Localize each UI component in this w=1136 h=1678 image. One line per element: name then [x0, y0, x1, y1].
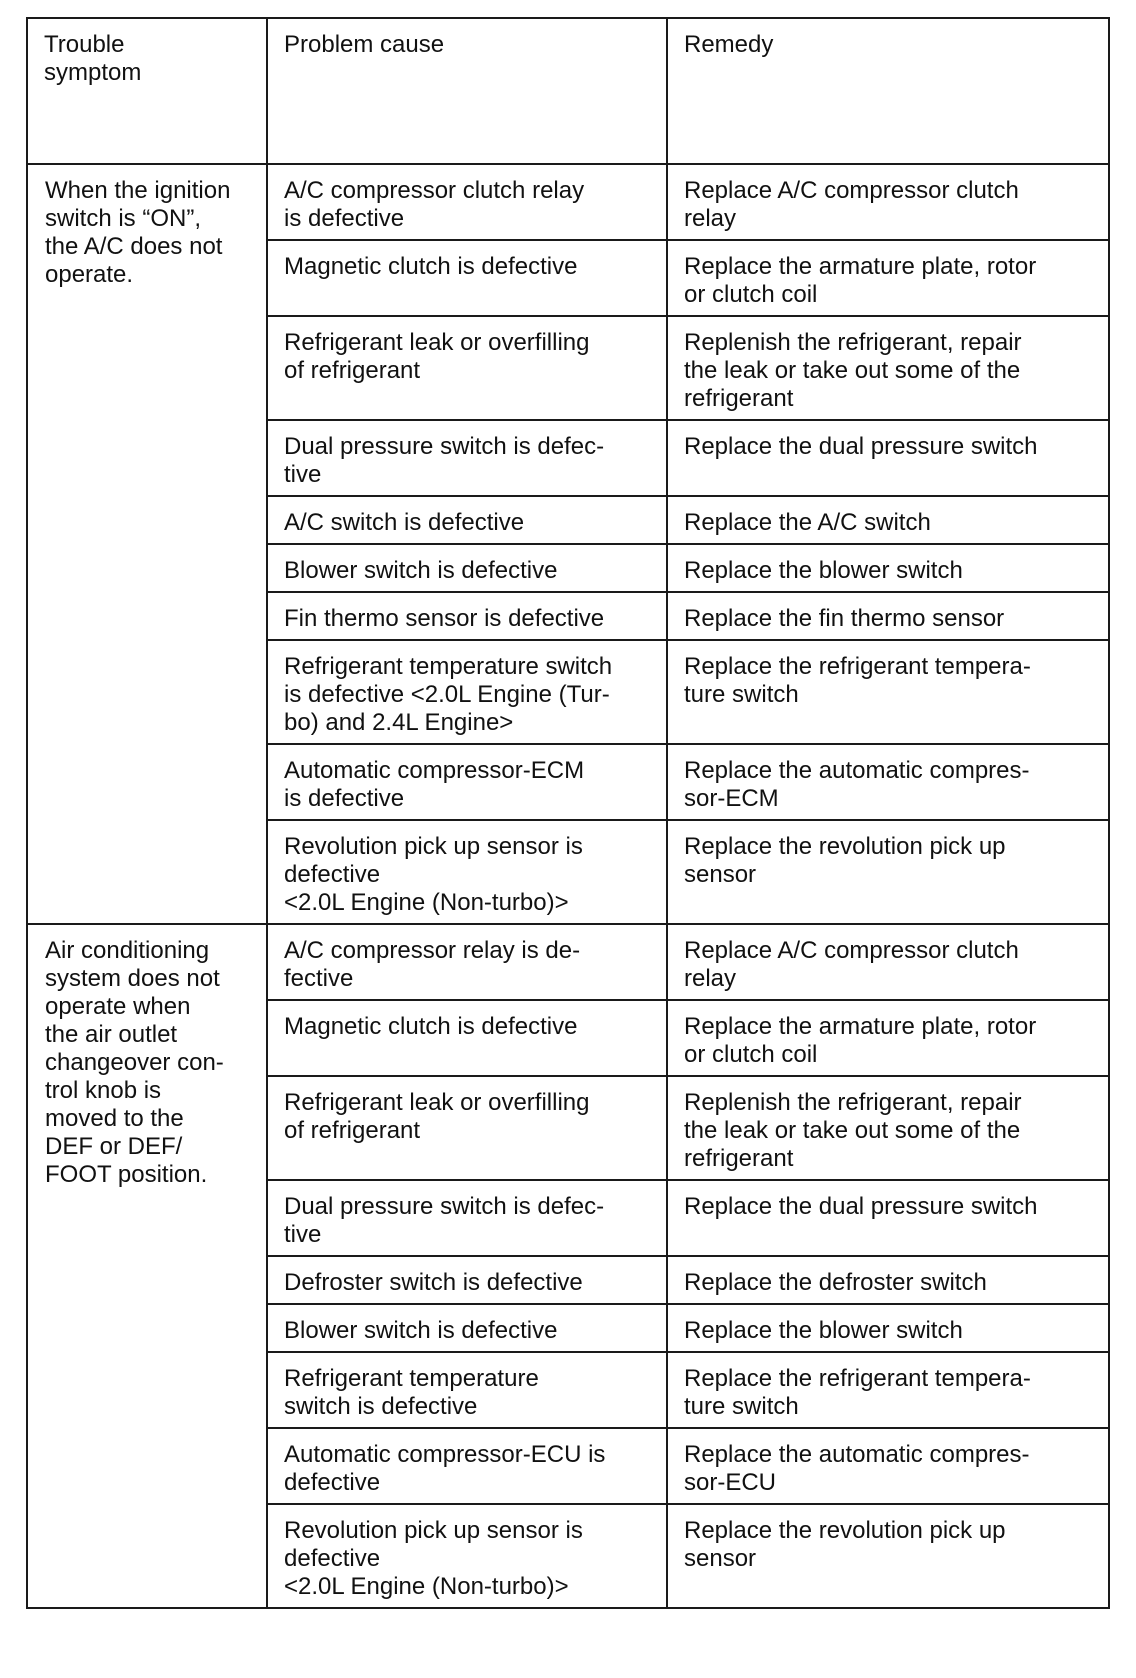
problem-cause-cell: Refrigerant leak or overfilling of refrigerant	[267, 1076, 667, 1180]
problem-cause-cell: Magnetic clutch is defective	[267, 1000, 667, 1076]
remedy-cell: Replace the A/C switch	[667, 496, 1109, 544]
remedy-cell: Replace the blower switch	[667, 544, 1109, 592]
remedy-cell: Replace the refrigerant tempera- ture switch	[667, 1352, 1109, 1428]
problem-cause-cell: A/C compressor relay is de- fective	[267, 924, 667, 1000]
remedy-cell: Replace the revolution pick up sensor	[667, 820, 1109, 924]
problem-cause-cell: A/C compressor clutch relay is defective	[267, 164, 667, 240]
problem-cause-cell: Revolution pick up sensor is defective <2.0L Engine (Non-turbo)>	[267, 820, 667, 924]
problem-cause-cell: Automatic compressor-ECU is defective	[267, 1428, 667, 1504]
problem-cause-cell: Blower switch is defective	[267, 544, 667, 592]
header-trouble-symptom: Trouble symptom	[27, 18, 267, 164]
problem-cause-cell: Defroster switch is defective	[267, 1256, 667, 1304]
problem-cause-cell: Magnetic clutch is defective	[267, 240, 667, 316]
troubleshooting-table	[26, 17, 1110, 1609]
problem-cause-cell: Dual pressure switch is defec- tive	[267, 420, 667, 496]
remedy-cell: Replace A/C compressor clutch relay	[667, 164, 1109, 240]
remedy-cell: Replace the dual pressure switch	[667, 420, 1109, 496]
remedy-cell: Replace the defroster switch	[667, 1256, 1109, 1304]
problem-cause-cell: Dual pressure switch is defec- tive	[267, 1180, 667, 1256]
table-body	[27, 18, 1109, 1608]
remedy-cell: Replace the armature plate, rotor or clutch coil	[667, 1000, 1109, 1076]
remedy-cell: Replenish the refrigerant, repair the leak or take out some of the refrigerant	[667, 316, 1109, 420]
problem-cause-cell: A/C switch is defective	[267, 496, 667, 544]
table-row	[27, 924, 1109, 1000]
remedy-cell: Replace the automatic compres- sor-ECU	[667, 1428, 1109, 1504]
problem-cause-cell: Automatic compressor-ECM is defective	[267, 744, 667, 820]
problem-cause-cell: Refrigerant temperature switch is defective <2.0L Engine (Tur- bo) and 2.4L Engine>	[267, 640, 667, 744]
remedy-cell: Replenish the refrigerant, repair the leak or take out some of the refrigerant	[667, 1076, 1109, 1180]
problem-cause-cell: Revolution pick up sensor is defective <2.0L Engine (Non-turbo)>	[267, 1504, 667, 1608]
remedy-cell: Replace the automatic compres- sor-ECM	[667, 744, 1109, 820]
remedy-cell: Replace A/C compressor clutch relay	[667, 924, 1109, 1000]
remedy-cell: Replace the armature plate, rotor or clutch coil	[667, 240, 1109, 316]
remedy-cell: Replace the revolution pick up sensor	[667, 1504, 1109, 1608]
remedy-cell: Replace the refrigerant tempera- ture switch	[667, 640, 1109, 744]
problem-cause-cell: Blower switch is defective	[267, 1304, 667, 1352]
header-problem-cause: Problem cause	[267, 18, 667, 164]
table-row	[27, 164, 1109, 240]
remedy-cell: Replace the fin thermo sensor	[667, 592, 1109, 640]
problem-cause-cell: Refrigerant temperature switch is defective	[267, 1352, 667, 1428]
header-row	[27, 18, 1109, 164]
remedy-cell: Replace the dual pressure switch	[667, 1180, 1109, 1256]
remedy-cell: Replace the blower switch	[667, 1304, 1109, 1352]
trouble-symptom-cell: Air conditioning system does not operate when the air outlet changeover con- trol knob is moved to the DEF or DEF/ FOOT position.	[27, 924, 267, 1608]
problem-cause-cell: Refrigerant leak or overfilling of refrigerant	[267, 316, 667, 420]
problem-cause-cell: Fin thermo sensor is defective	[267, 592, 667, 640]
trouble-symptom-cell: When the ignition switch is “ON”, the A/C does not operate.	[27, 164, 267, 924]
header-remedy: Remedy	[667, 18, 1109, 164]
